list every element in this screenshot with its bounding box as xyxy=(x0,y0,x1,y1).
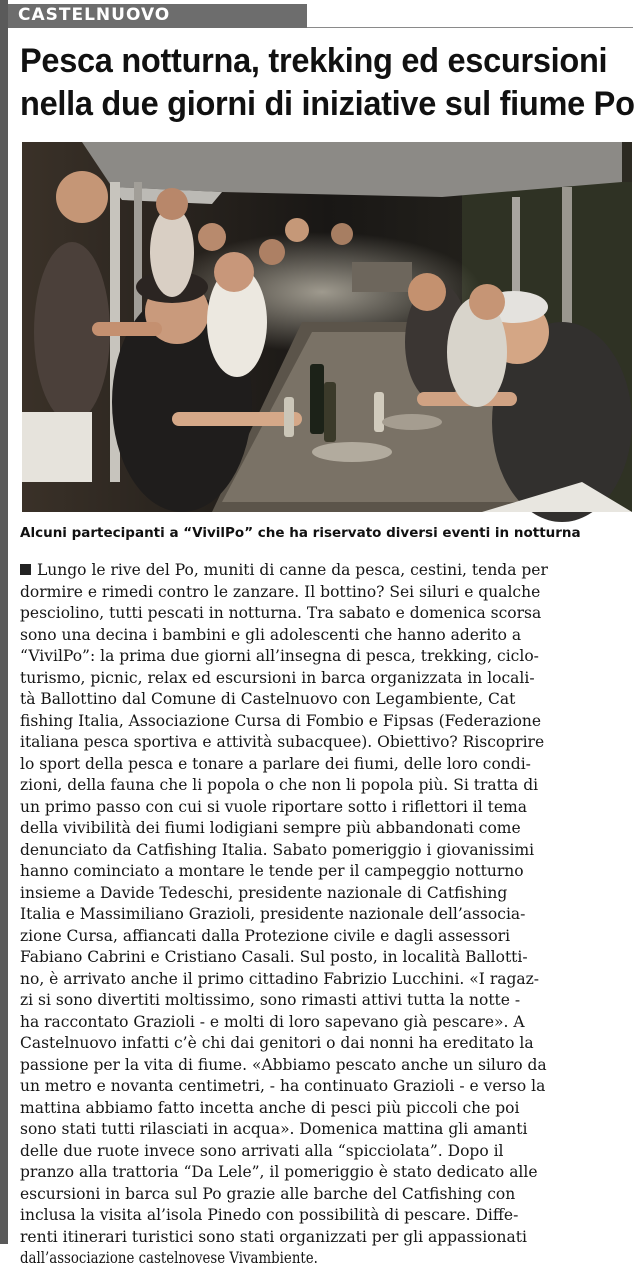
article-line: hanno cominciato a montare le tende per il campeggio notturno xyxy=(20,862,524,880)
article-line: denunciato da Catfishing Italia. Sabato pomeriggio i giovanissimi xyxy=(20,840,535,859)
article-line: dormire e rimedi contro le zanzare. Il bottino? Sei siluri e qualche xyxy=(20,582,541,601)
article-line: un metro e novanta centimetri, - ha continuato Grazioli - e verso la xyxy=(20,1077,546,1095)
section-label-text: CASTELNUOVO xyxy=(18,5,171,25)
article-line: un primo passo con cui si vuole riportare sotto i riflettori il tema xyxy=(20,797,527,816)
article-line: zioni, della fauna che li popola o che non li popola più. Si tratta di xyxy=(20,776,539,794)
article-line: turismo, picnic, relax ed escursioni in barca organizzata in locali- xyxy=(20,668,535,687)
section-divider xyxy=(307,27,633,28)
article-line: Castelnuovo infatti c’è chi dai genitori o dai nonni ha ereditato la xyxy=(20,1034,534,1052)
article-line: tà Ballottino dal Comune di Castelnuovo con Legambiente, Cat xyxy=(20,690,516,708)
photo-caption: Alcuni partecipanti a “VivilPo” che ha riservato diversi eventi in notturna xyxy=(20,525,581,541)
article-body xyxy=(20,560,632,1270)
article-line: sono una decina i bambini e gli adolescenti che hanno aderito a xyxy=(20,625,522,644)
article-line: lo sport della pesca e tonare a parlare dei fiumi, delle loro condi- xyxy=(20,754,531,773)
group-dinner-photo xyxy=(22,142,632,512)
article-line: “VivilPo”: la prima due giorni all’insegna di pesca, trekking, ciclo- xyxy=(20,647,539,665)
article-line: passione per la vita di fiume. «Abbiamo pescato anche un siluro da xyxy=(20,1055,547,1074)
article-line: no, è arrivato anche il primo cittadino Fabrizio Lucchini. «I ragaz- xyxy=(20,969,540,988)
article-line: renti itinerari turistici sono stati organizzati per gli appassionati xyxy=(20,1227,527,1246)
article-line: inclusa la visita al’isola Pinedo con possibilità di pescare. Diffe- xyxy=(20,1206,519,1224)
article-line: della vivibilità dei fiumi lodigiani sempre più abbandonati come xyxy=(20,819,521,837)
article-line: italiana pesca sportiva e attività subacquee). Obiettivo? Riscoprire xyxy=(20,733,545,751)
article-line: zione Cursa, affiancati dalla Protezione civile e dagli assessori xyxy=(20,926,511,945)
headline xyxy=(20,40,635,126)
headline-line-2: nella due giorni di iniziative sul fiume Po xyxy=(20,85,635,123)
article-line: escursioni in barca sul Po grazie alle barche del Catfishing con xyxy=(20,1184,516,1203)
article-line: dall’associazione castelnovese Vivambiente. xyxy=(20,1249,318,1267)
article-line: pesciolino, tutti pescati in notturna. Tra sabato e domenica scorsa xyxy=(20,604,542,622)
article-line: mattina abbiamo fatto incetta anche di pesci più piccoli che poi xyxy=(20,1098,520,1117)
article-line: ha raccontato Grazioli - e molti di loro sapevano già pescare». A xyxy=(20,1012,525,1031)
article-line: sono stati tutti rilasciati in acqua». Domenica mattina gli amanti xyxy=(20,1120,528,1138)
article-line: Fabiano Cabrini e Cristiano Casali. Sul posto, in località Ballotti- xyxy=(20,948,528,966)
article-photo xyxy=(22,142,632,512)
headline-line-1: Pesca notturna, trekking ed escursioni xyxy=(20,42,608,80)
article-line: delle due ruote invece sono arrivati alla “spicciolata”. Dopo il xyxy=(20,1141,504,1160)
article-line: pranzo alla trattoria “Da Lele”, il pomeriggio è stato dedicato alle xyxy=(20,1163,538,1181)
left-margin-rule xyxy=(0,0,8,1244)
article-line: fishing Italia, Associazione Cursa di Fombio e Fipsas (Federazione xyxy=(20,711,542,730)
article-line: Italia e Massimiliano Grazioli, presidente nazionale dell’associa- xyxy=(20,905,526,923)
article-line: zi si sono divertiti moltissimo, sono rimasti attivi tutta la notte - xyxy=(20,991,521,1009)
section-label xyxy=(8,4,307,28)
article-line-text: Lungo le rive del Po, muniti di canne da pesca, cestini, tenda per xyxy=(37,561,548,579)
bullet-square-icon xyxy=(20,564,31,575)
article-line xyxy=(20,560,632,582)
article-line: insieme a Davide Tedeschi, presidente nazionale di Catfishing xyxy=(20,883,508,902)
